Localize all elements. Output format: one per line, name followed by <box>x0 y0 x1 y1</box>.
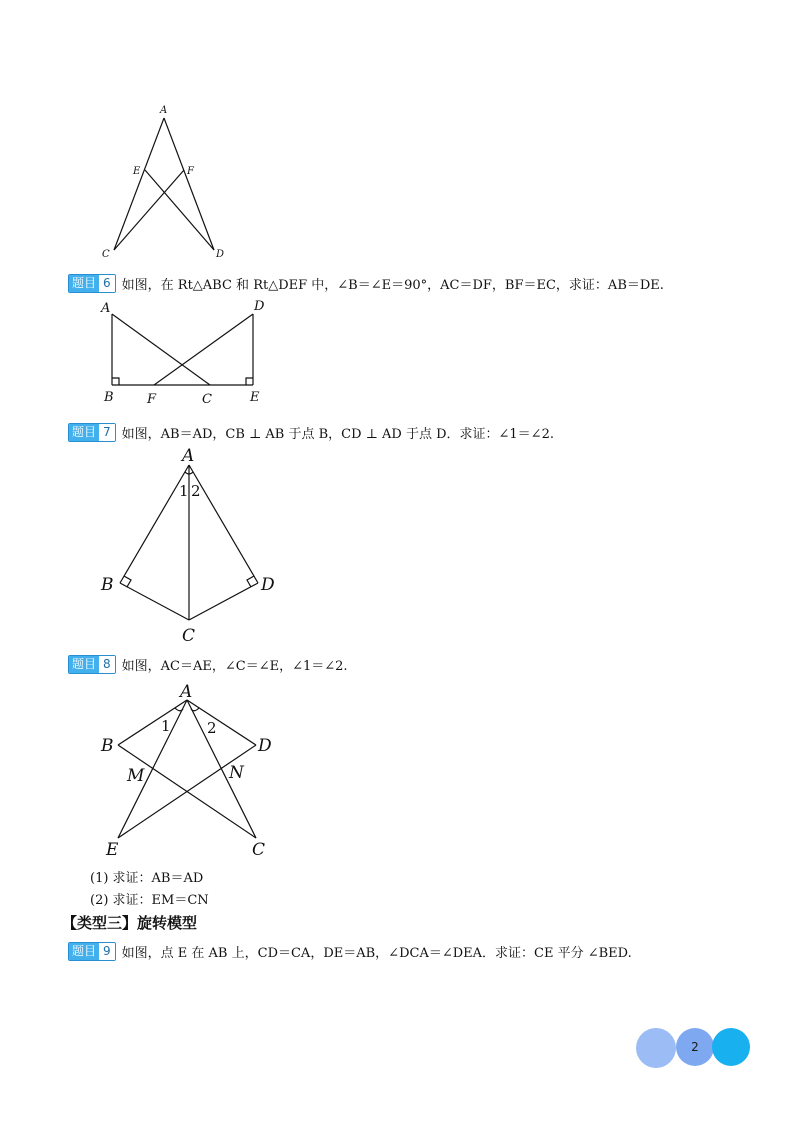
page-badge-right-circle <box>712 1028 750 1066</box>
figure-8-label-d: D <box>258 736 272 756</box>
figure-8-label-e: E <box>106 840 119 860</box>
figure-8-label-2: 2 <box>207 719 217 737</box>
figure-8-label-c: C <box>252 840 266 860</box>
figure-7-label-a: A <box>182 446 195 466</box>
problem-6-tag-number: 6 <box>99 275 115 292</box>
problem-9-tag-prefix: 题目 <box>69 943 99 960</box>
figure-1-label-e: E <box>133 166 141 177</box>
figure-7-label-b: B <box>101 575 114 595</box>
section-title: 【类型三】旋转模型 <box>62 914 198 932</box>
problem-6-tag-prefix: 题目 <box>69 275 99 292</box>
figure-6-label-f: F <box>147 392 157 407</box>
figure-1-label-d: D <box>216 249 225 260</box>
figure-8-label-a: A <box>180 682 193 702</box>
problem-6-text: 如图，在 Rt△ABC 和 Rt△DEF 中，∠B＝∠E＝90°，AC＝DF，BF＝EC，求证：AB＝DE. <box>121 278 664 293</box>
problem-8-tag-number: 8 <box>99 656 115 673</box>
figure-8-segment-ac <box>187 700 256 838</box>
figure-7-label-d: D <box>261 575 275 595</box>
figure-6-label-b: B <box>104 390 114 405</box>
figure-8-label-1: 1 <box>161 717 171 735</box>
figure-8-segment-ad <box>187 700 256 745</box>
figure-8-label-b: B <box>101 736 114 756</box>
figure-6-label-e: E <box>250 390 260 405</box>
problem-8-text: 如图，AC＝AE，∠C＝∠E，∠1＝∠2. <box>121 659 348 674</box>
figure-1-label-c: C <box>102 249 110 260</box>
problem-8-subquestion-1: (1) 求证：AB＝AD <box>90 871 204 886</box>
figure-6-label-d: D <box>254 299 265 314</box>
problem-7-text: 如图，AB＝AD，CB ⊥ AB 于点 B，CD ⊥ AD 于点 D．求证：∠1＝∠2. <box>121 427 554 442</box>
figure-6-label-c: C <box>202 392 212 407</box>
problem-9-tag <box>68 942 116 961</box>
figure-8-label-m: M <box>127 766 145 786</box>
problem-8-subquestion-2: (2) 求证：EM＝CN <box>90 893 209 908</box>
figure-7-label-c: C <box>182 626 196 646</box>
figure-1-label-a: A <box>160 105 168 116</box>
figure-8-label-n: N <box>229 763 244 783</box>
problem-9 <box>68 942 632 961</box>
figure-1-label-f: F <box>187 166 194 177</box>
figure-6-label-a: A <box>101 301 111 316</box>
figure-7-label-2: 2 <box>191 482 201 500</box>
problem-9-text: 如图，点 E 在 AB 上，CD＝CA，DE＝AB，∠DCA＝∠DEA．求证：CE 平分 ∠BED. <box>121 946 632 961</box>
figure-8-segment-ab <box>118 700 187 745</box>
problem-9-tag-number: 9 <box>99 943 115 960</box>
page-number: 2 <box>691 1040 699 1054</box>
problem-7-tag-prefix: 题目 <box>69 424 99 441</box>
problem-8-tag-prefix: 题目 <box>69 656 99 673</box>
page-badge-left-circle <box>636 1028 676 1068</box>
problem-7-tag-number: 7 <box>99 424 115 441</box>
figure-7-label-1: 1 <box>179 482 189 500</box>
